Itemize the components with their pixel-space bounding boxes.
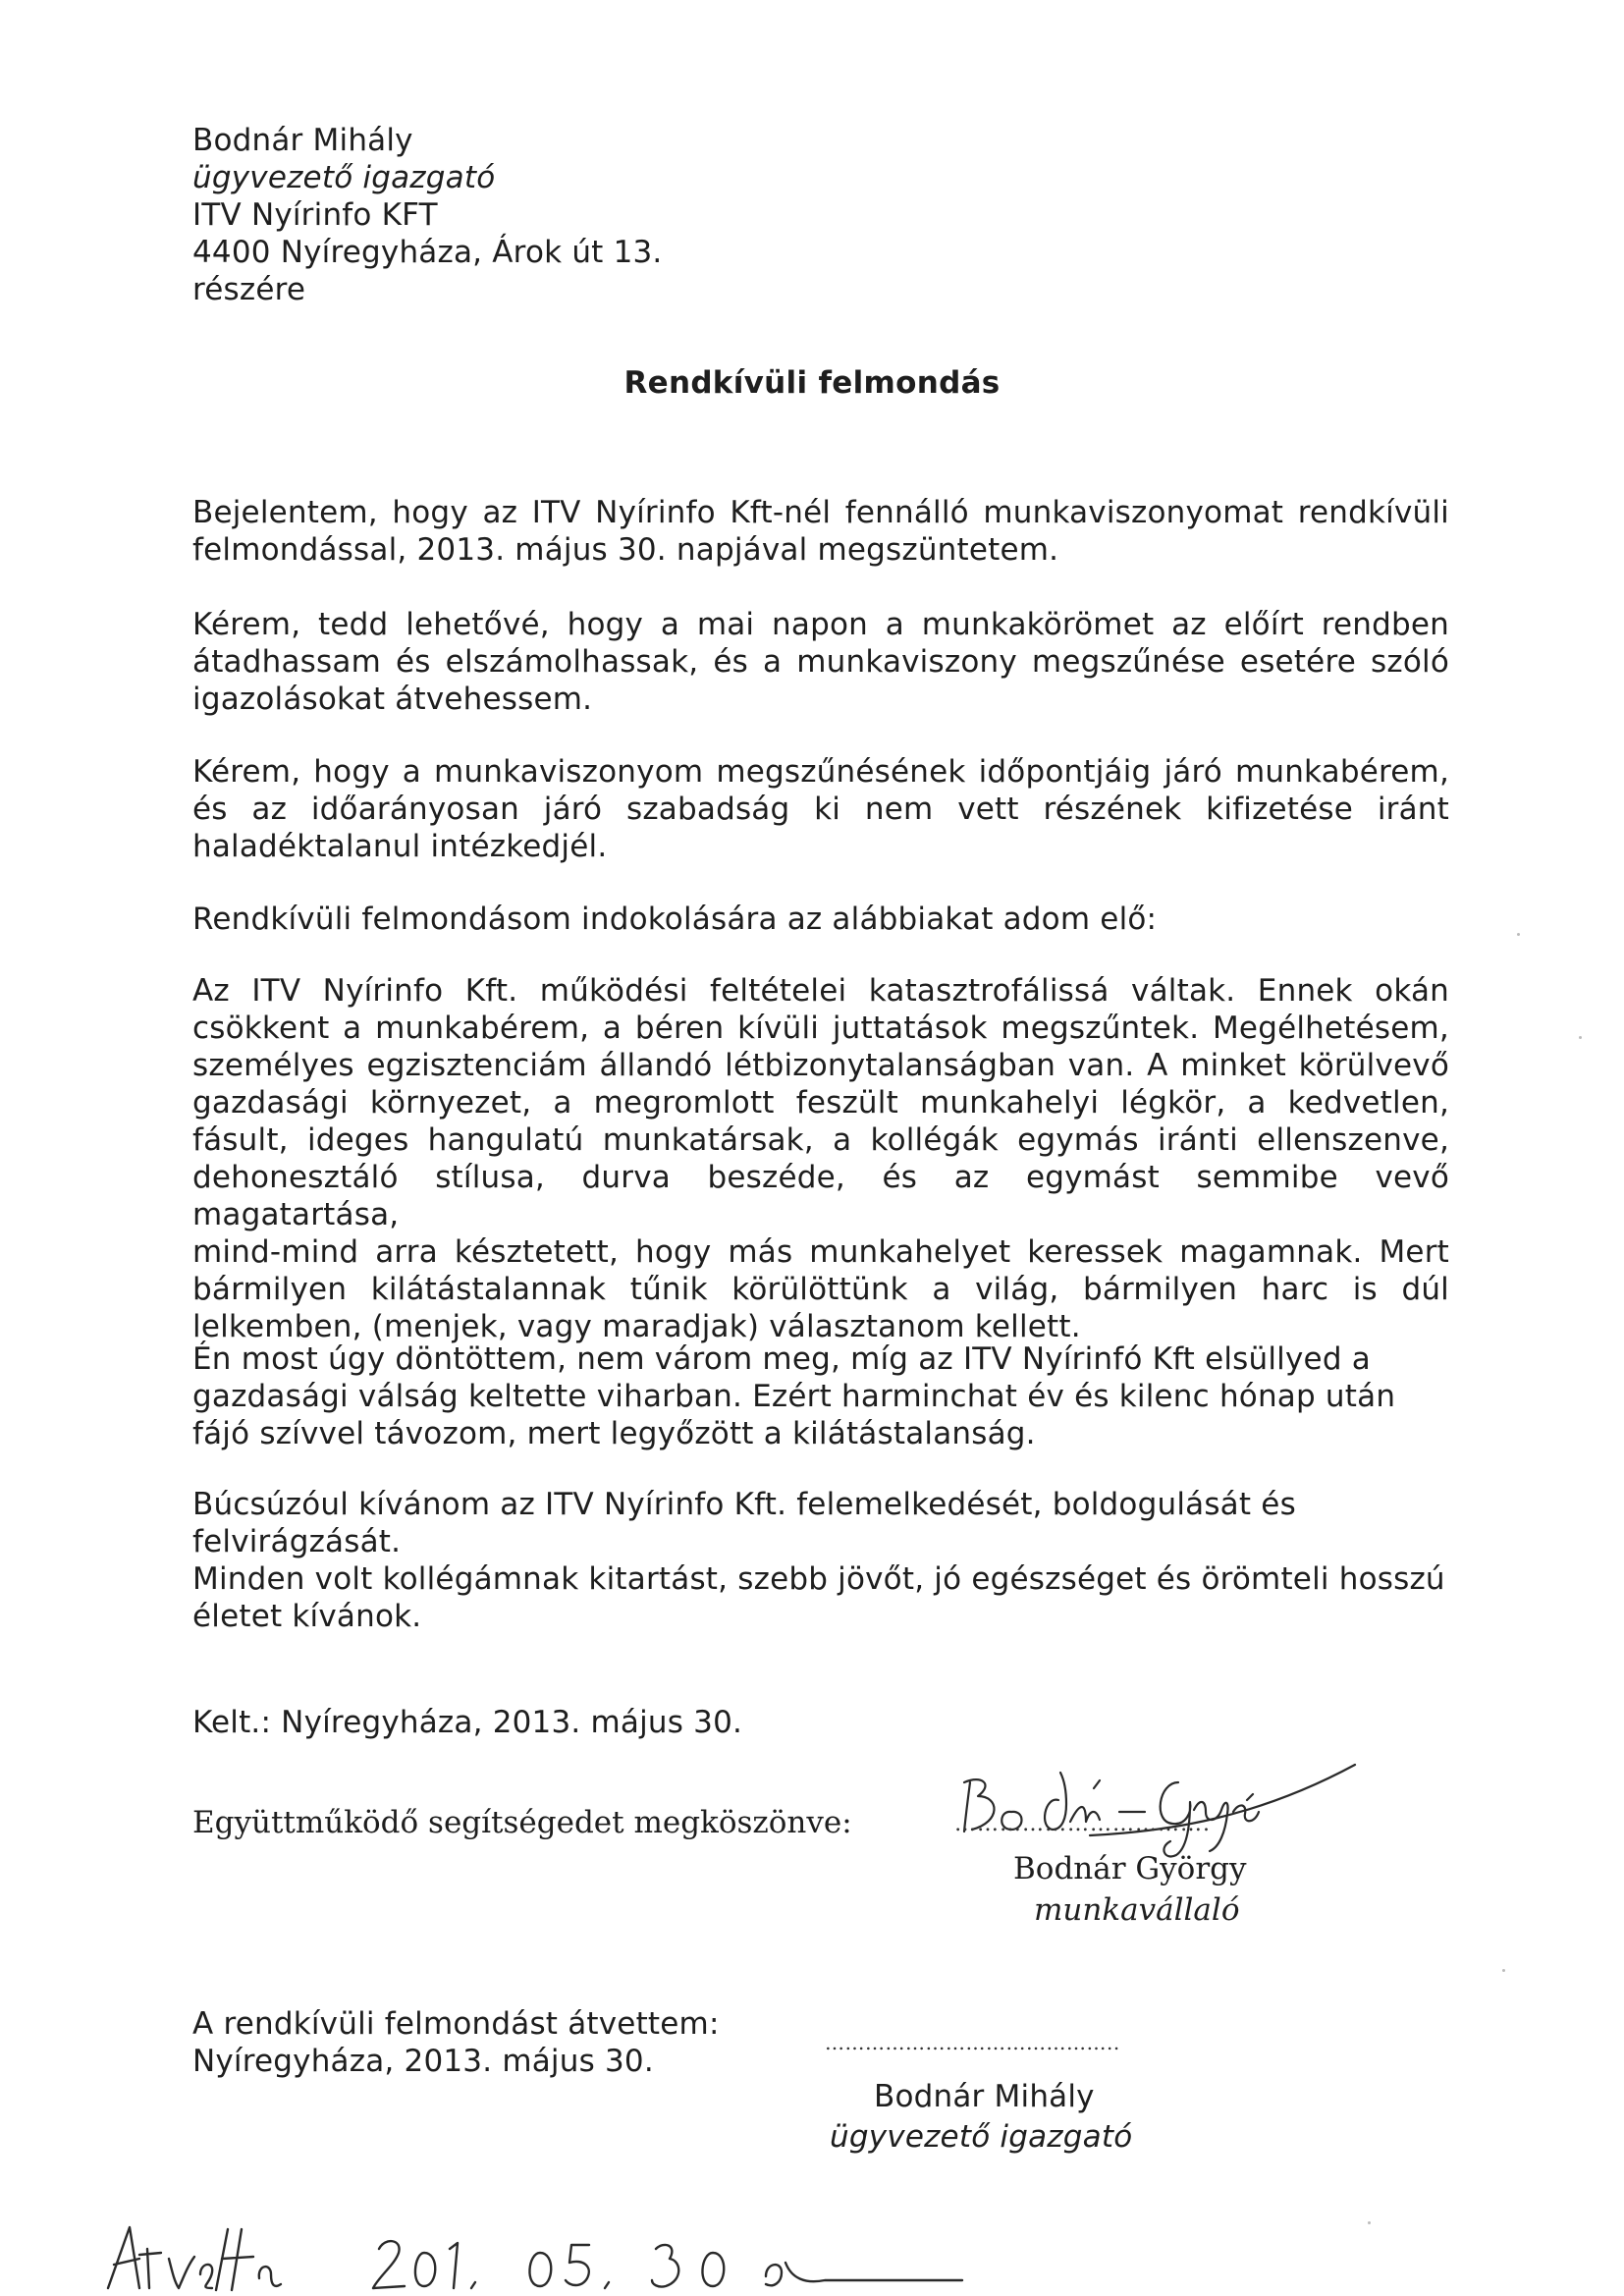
paragraph-line: életet kívánok. (192, 1599, 422, 1634)
paragraph-line: Én most úgy döntöttem, nem várom meg, míg az ITV Nyírinfó Kft elsüllyed a (192, 1341, 1371, 1377)
paragraph-7 (192, 1486, 1449, 1635)
paragraph-line: személyes egzisztenciám állandó létbizonytalanságban van. A minket körülvevő (192, 1048, 1449, 1083)
manager-role: ügyvezető igazgató (830, 2119, 1133, 2155)
document-title: Rendkívüli felmondás (623, 365, 1001, 401)
employee-name: Bodnár György (1013, 1851, 1247, 1886)
paragraph-line: Búcsúzóul kívánom az ITV Nyírinfo Kft. felemelkedését, boldogulását és (192, 1487, 1296, 1522)
paragraph-line: Bejelentem, hogy az ITV Nyírinfo Kft-nél fennálló munkaviszonyomat rendkívüli (192, 495, 1449, 530)
paragraph-line: Kérem, tedd lehetővé, hogy a mai napon a munkakörömet az előírt rendben (192, 607, 1449, 642)
paragraph-line: fásult, ideges hangulatú munkatársak, a kollégák egymás iránti ellenszenve, (192, 1122, 1449, 1158)
scan-speck (1502, 1969, 1505, 1972)
paragraph-2 (192, 606, 1449, 718)
manager-name: Bodnár Mihály (874, 2079, 1095, 2114)
paragraph-4 (192, 901, 1449, 938)
place-date: Kelt.: Nyíregyháza, 2013. május 30. (192, 1705, 743, 1740)
recipient-block (192, 122, 662, 308)
recipient-address: 4400 Nyíregyháza, Árok út 13. (192, 235, 663, 270)
scan-speck (1517, 933, 1520, 936)
recipient-title: ügyvezető igazgató (192, 160, 496, 195)
paragraph-line: igazolásokat átvehessem. (192, 682, 593, 717)
employee-signature (943, 1753, 1365, 1861)
employee-signature-line: ……………………………. (954, 1812, 1211, 1836)
paragraph-line: haladéktalanul intézkedjél. (192, 829, 608, 864)
paragraph-line: dehonesztáló stílusa, durva beszéde, és az egymást semmibe vevő magatartása, (192, 1160, 1449, 1232)
paragraph-line: felvirágzását. (192, 1524, 402, 1559)
receipt-label: A rendkívüli felmondást átvettem: (192, 2006, 720, 2042)
paragraph-line: felmondással, 2013. május 30. napjával megszüntetem. (192, 532, 1059, 568)
paragraph-5 (192, 972, 1449, 1345)
paragraph-line: bármilyen kilátástalannak tűnik körülöttünk a világ, bármilyen harc is dúl (192, 1272, 1449, 1307)
recipient-name: Bodnár Mihály (192, 123, 413, 158)
paragraph-line: és az időarányosan járó szabadság ki nem vett részének kifizetése iránt (192, 792, 1449, 827)
paragraph-1 (192, 494, 1449, 569)
receipt-block (192, 2005, 720, 2080)
receipt-date: Nyíregyháza, 2013. május 30. (192, 2044, 654, 2079)
paragraph-line: Rendkívüli felmondásom indokolására az alábbiakat adom elő: (192, 902, 1158, 937)
paragraph-line: átadhassam és elszámolhassak, és a munkaviszony megszűnése esetére szóló (192, 644, 1449, 680)
recipient-for: részére (192, 272, 306, 307)
paragraph-line: gazdasági környezet, a megromlott feszült munkahelyi légkör, a kedvetlen, (192, 1085, 1449, 1121)
scan-speck (1579, 1036, 1582, 1039)
paragraph-line: fájó szívvel távozom, mert legyőzött a kilátástalanság. (192, 1416, 1036, 1451)
paragraph-line: Kérem, hogy a munkaviszonyom megszűnésének időpontjáig járó munkabérem, (192, 754, 1449, 790)
paragraph-line: csökkent a munkabérem, a béren kívüli juttatások megszűntek. Megélhetésem, (192, 1011, 1449, 1046)
scan-speck (1368, 2221, 1371, 2224)
thanks-line: Együttműködő segítségedet megköszönve: (192, 1805, 852, 1840)
paragraph-6 (192, 1340, 1449, 1452)
handwritten-note (79, 2219, 1011, 2296)
paragraph-line: lelkemben, (menjek, vagy maradjak) választanom kellett. (192, 1309, 1081, 1344)
paragraph-line: Minden volt kollégámnak kitartást, szebb jövőt, jó egészséget és örömteli hosszú (192, 1561, 1445, 1597)
paragraph-line: gazdasági válság keltette viharban. Ezért harminchat év és kilenc hónap után (192, 1379, 1396, 1414)
paragraph-3 (192, 753, 1449, 865)
recipient-company: ITV Nyírinfo KFT (192, 197, 438, 233)
manager-signature-line: …………………………………….. (825, 2031, 1120, 2054)
employee-role: munkavállaló (1034, 1892, 1240, 1928)
paragraph-line: Az ITV Nyírinfo Kft. működési feltételei katasztrofálissá váltak. Ennek okán (192, 973, 1449, 1009)
paragraph-line: mind-mind arra késztetett, hogy más munkahelyet keressek magamnak. Mert (192, 1234, 1449, 1270)
